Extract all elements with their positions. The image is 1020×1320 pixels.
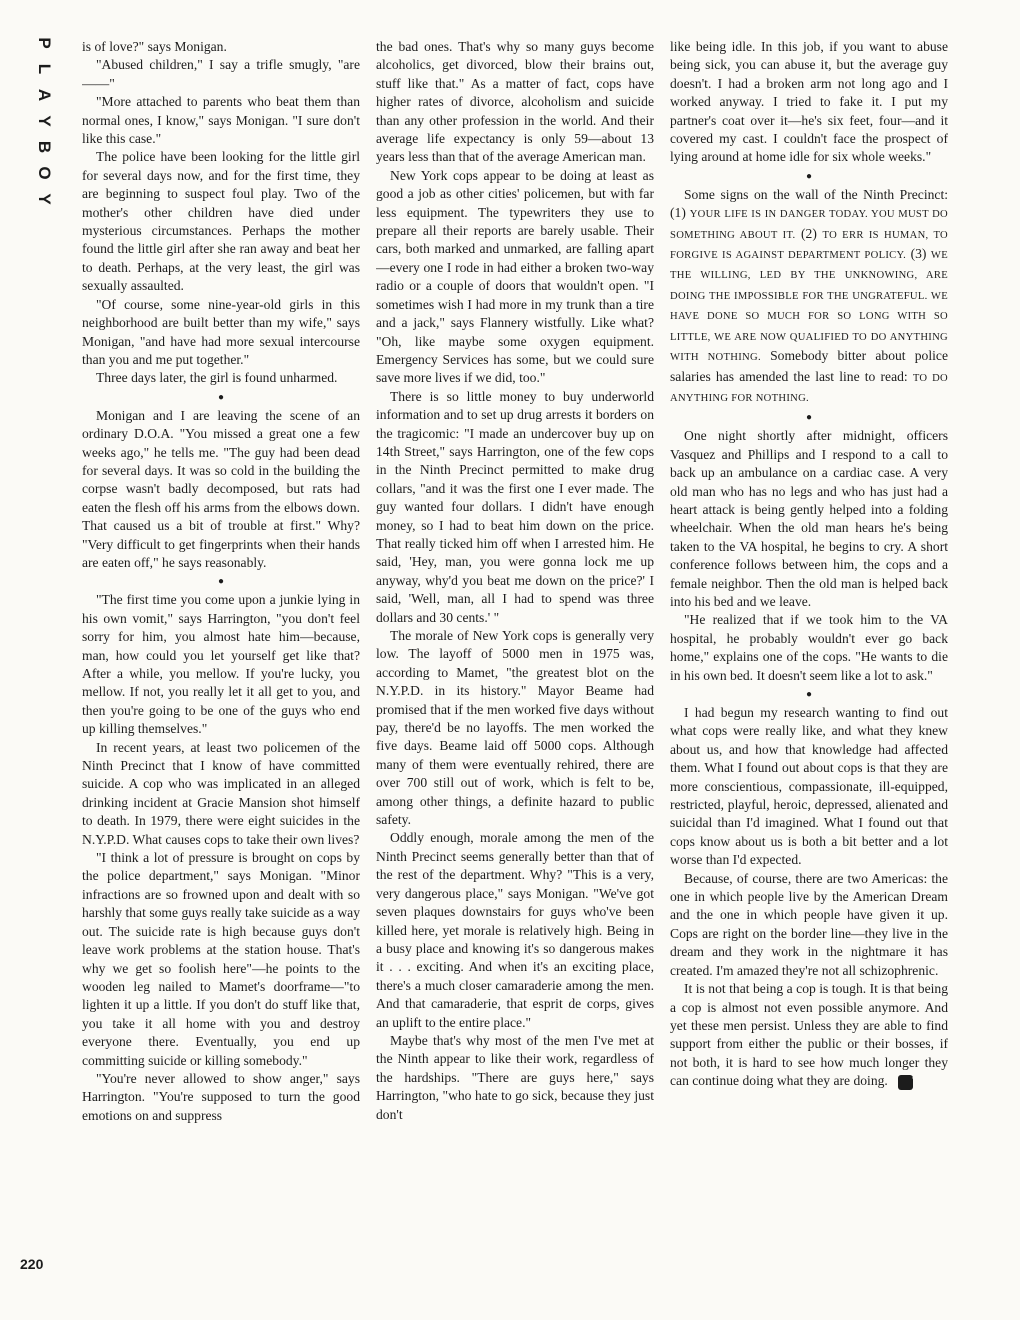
closing-paragraph — [670, 980, 948, 1090]
article-paragraph: Oddly enough, morale among the men of the Ninth Precinct seems generally better than that of the rest of the department. Why? "This is a very, very dangerous place," says Monigan. "We've got seven plaques downstairs for guys who've been killed here, yet morale is relatively high. Being in a busy place and knowing it's so dangerous makes it . . . exciting. And when it's an exciting place, there's a much closer camaraderie among the men. And that camaraderie, that esprit de corps, gives an uplift to the entire place." — [376, 830, 654, 1030]
paragraph-text: Some signs on the wall of the Ninth Precinct: (1) — [670, 186, 948, 221]
article-paragraph: New York cops appear to be doing at least as good a job as other cities' policemen, but with far less equipment. The typewriters they use to prepare all their reports are barely usable. Their cars, both marked and unmarked, are falling apart—every one I rode in had either a broken two-way radio or a couple of doors that wouldn't open. "I sometimes wish I had more in my trunk than a tire and a jack," says Flannery wistfully. Like what? "Oh, like maybe some oxygen equipment. Emergency Services has some, but we could sure save more lives if we did, too." — [376, 167, 654, 386]
magazine-spine-title — [28, 30, 52, 212]
spine-letter: A — [35, 88, 54, 102]
article-paragraph: Three days later, the girl is found unharmed. — [96, 370, 338, 386]
article-paragraph: "Abused children," I say a trifle smugly, "are——" — [82, 57, 360, 91]
article-paragraph: "Of course, some nine-year-old girls in this neighborhood are built better than my wife," says Monigan, "and have had more sexual intercourse than you and me put together." — [82, 296, 360, 367]
paragraph-text: It is not that being a cop is tough. It is that being a cop is almost not even possible anymore. And yet these men persist. Unless they are able to find support from either the public or their bosses, if not both, it is hard to see how much longer they can continue doing what they are doing. — [670, 981, 948, 1089]
article-column-3 — [670, 38, 948, 1283]
article-paragraph: is of love?" says Monigan. — [82, 39, 227, 54]
article-paragraph: "You're never allowed to show anger," says Harrington. "You're supposed to turn the good emotions on and suppress — [82, 1070, 360, 1123]
precinct-sign: TO ERR IS HUMAN, TO FORGIVE IS AGAINST DEPARTMENT POLICY. — [670, 229, 948, 262]
article-paragraph: The morale of New York cops is generally very low. The layoff of 5000 men in 1975 was, according to Mamet, "the greatest blot on the N.Y.P.D. in its history." Mayor Beame had promised that if the men worked five days without pay, there'd be no layoffs. The men worked the five days. Beame laid off 5000 cops. Although many of them were eventually rehired, there are over 700 still out of work, which is felt to be, among other things, a definite hazard to public safety. — [376, 628, 654, 828]
spine-letter: Y — [35, 115, 54, 127]
spine-letter: B — [35, 140, 54, 154]
page-number: 220 — [20, 1256, 44, 1272]
article-paragraph: In recent years, at least two policemen of the Ninth Precinct that I know of have committed suicide. A cop who was implicated in an alleged drinking incident at Gracie Mansion shot himself to death. In 1979, there were eight suicides in the N.Y.P.D. What causes cops to take their own lives? — [82, 739, 360, 847]
section-separator-icon: ● — [217, 391, 225, 403]
article-paragraph: the bad ones. That's why so many guys become alcoholics, get divorced, blow their brains out, stuff like that." As a matter of fact, cops have higher rates of divorce, alcoholism and suicide than any other profession in the world. And their average life expectancy is only 59—about 13 years less than that of the average American man. — [376, 39, 654, 165]
article-column-1 — [82, 38, 360, 1283]
section-separator-icon: ● — [217, 576, 225, 588]
article-paragraph: One night shortly after midnight, officers Vasquez and Phillips and I respond to a call to back up an ambulance on a cardiac case. A very old man who has no legs and who has just had a heart attack is being gently helped into a folding wheelchair. When the old man hears he's being taken to the VA hospital, he begins to cry. A short conference follows between him, the cops and a female neighbor. Then the old man is helped back into his bed and we leave. — [670, 428, 948, 609]
spine-letter: P — [35, 37, 54, 49]
article-paragraph: Maybe that's why most of the men I've met at the Ninth appear to like their work, regardless of the hardships. "There are guys here," says Harrington, "who hate to go sick, because they just don't — [376, 1032, 654, 1122]
section-separator-icon: ● — [805, 689, 813, 700]
section-separator-icon: ● — [805, 412, 813, 424]
article-paragraph: "He realized that if we took him to the VA hospital, he probably wouldn't ever go back home," explains one of the cops. "He wants to die in his own bed. It doesn't seem like a lot to ask." — [670, 612, 948, 683]
spine-letter: L — [35, 63, 54, 75]
article-column-2 — [376, 38, 654, 1283]
article-paragraph: Monigan and I are leaving the scene of an ordinary D.O.A. "You missed a great one a few weeks ago," he tells me. "The guy had been dead for several days. It was so cold in the building the corpse wasn't badly decomposed, but rats had eaten the flesh off his arms from the elbows down. That caused us a bit of trouble at first." Why? "Very difficult to get fingerprints when their hands are eaten off," he says reasonably. — [82, 407, 360, 570]
article-paragraph: There is so little money to buy underworld information and to set up drug arrests it borders on the tragicomic: "I made an undercover buy up on 14th Street," says Harrington, one of the few cops in the Ninth Precinct permitted to make drug collars, "and it was the first one I ever made. The guy wanted four dollars. I didn't have enough money, so I had to beat him down on the price. That really ticked him off when I arrested him. He said, 'Hey, man, you were gonna lock me up anyway, why'd you beat me down on the price?' I said, 'Well, man, all I had to spend was three dollars and 30 cents.' " — [376, 388, 654, 625]
paragraph-text: Somebody bitter about police salaries has amended the last line to read: — [670, 348, 948, 384]
precinct-sign: YOUR LIFE IS IN DANGER TODAY. YOU MUST DO SOMETHING ABOUT IT. — [670, 209, 948, 241]
precinct-sign: WE THE WILLING, LED BY THE UNKNOWING, ARE DOING THE IMPOSSIBLE FOR THE UNGRATEFUL. WE HAVE DONE SO MUCH FOR SO LONG WITH SO LITTLE, WE ARE NOW QUALIFIED TO DO ANYTHING WITH NOTHING. — [670, 250, 948, 364]
article-paragraph: like being idle. In this job, if you want to abuse being sick, you can abuse it, but the average guy doesn't. I had a broken arm not long ago and I worked anyway. I tried to fake it. I put my partner's coat over it—he's six feet, four—and it covered my cast. I couldn't face the prospect of lying around at home idle for six whole weeks." — [670, 39, 948, 165]
article-paragraph: "More attached to parents who beat them than normal ones, I know," says Monigan. "I sure don't like this case." — [82, 94, 360, 147]
article-paragraph: "The first time you come upon a junkie lying in his own vomit," says Harrington, "you don't feel sorry for him, you almost hate him—because, man, how could you let yourself get like that? After a while, you mellow. If you're lucky, you mellow. If not, you really let it all get to you, and then you're going to be one of the guys who end up killing themselves." — [82, 592, 360, 737]
article-paragraph: The police have been looking for the little girl for several days now, and for the first time, they are beginning to suspect foul play. Two of the mother's other children have died under mysterious circumstances. Perhaps the mother found the little girl after she ran away and beat her to death. Perhaps, at the very least, the girl was sexually assaulted. — [82, 149, 360, 294]
spine-letter: O — [35, 166, 54, 180]
rabbit-logo-icon: Y — [898, 1075, 913, 1090]
article-paragraph: Because, of course, there are two Americas: the one in which people live by the American Dream and the one in which people have given it up. Cops are right on the border line—they live in the dream and they work in the nightmare it has created. I'm amazed they're not all schizophrenic. — [670, 870, 948, 978]
article-paragraph: "I think a lot of pressure is brought on cops by the police department," says Monigan. "Minor infractions are so frowned upon and dealt with so harshly that some guys really take suicide as a way out. The suicide rate is high because guys don't leave work problems at the station house. That's why we get so foolish here"—he points to the wooden leg nailed to Mamet's doorframe—"to lighten it up a little. If you don't do stuff like that, you take it all home with you and destroy everyone there. Eventually, you end up committing suicide or killing somebody." — [82, 850, 360, 1068]
spine-letter: Y — [35, 193, 54, 205]
precinct-signs-paragraph: Some signs on the wall of the Ninth Precinct: (1) YOUR LIFE IS IN DANGER TODAY. YOU MUST DO SOMETHING ABOUT IT. (2) TO ERR IS HUMAN, TO FORGIVE IS AGAINST DEPARTMENT POLICY. (3) WE THE WILLING, LED BY THE UNKNOWING, ARE DOING THE IMPOSSIBLE FOR THE UNGRATEFUL. WE HAVE DONE SO MUCH FOR SO LONG WITH SO LITTLE, WE ARE NOW QUALIFIED TO DO ANYTHING WITH NOTHING. Somebody bitter about police salaries has amended the last line to read: TO DO ANYTHING FOR NOTHING. — [670, 186, 948, 404]
amended-sign: TO DO ANYTHING FOR NOTHING. — [670, 372, 948, 404]
article-paragraph: I had begun my research wanting to find out what cops were really like, and what they knew about us, and how that knowledge had affected them. What I found out about cops is that they are more conscientious, compassionate, ill-equipped, restricted, playful, heroic, depressed, alienated and suicidal than I'd imagined. What I found out that cops know about us is both a bit better and a lot worse than I'd expected. — [670, 705, 948, 868]
section-separator-icon: ● — [805, 170, 813, 182]
